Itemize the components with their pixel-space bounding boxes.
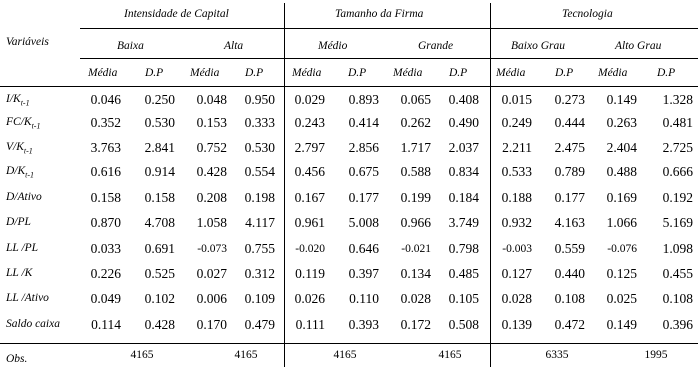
- table-cell: 0.533: [501, 164, 532, 179]
- row-label: [6, 268, 32, 280]
- table-cell: 0.588: [400, 164, 431, 179]
- table-cell: 0.184: [448, 190, 479, 205]
- row-label-subscript: t-1: [23, 146, 33, 156]
- row-label: [6, 243, 38, 255]
- subgroup-alto-grau: Alto Grau: [615, 40, 662, 52]
- table-cell: 0.554: [244, 164, 275, 179]
- row-label-text: D/Ativo: [6, 191, 42, 203]
- table-cell: 0.966: [400, 215, 431, 230]
- table-cell: 0.025: [606, 291, 637, 306]
- table-cell: 1.058: [196, 215, 227, 230]
- table-cell: 0.479: [244, 317, 275, 332]
- table-cell: 0.932: [501, 215, 532, 230]
- row-label: [6, 319, 60, 331]
- table-cell: 0.172: [400, 317, 431, 332]
- table-cell: 0.752: [196, 140, 227, 155]
- table-cell: -0.073: [197, 243, 227, 255]
- table-cell: 0.456: [294, 164, 325, 179]
- table-cell: 0.508: [448, 317, 479, 332]
- table-cell: 0.472: [554, 317, 585, 332]
- table-cell: 0.198: [244, 190, 275, 205]
- table-cell: 0.158: [90, 190, 121, 205]
- table-cell: 0.108: [662, 291, 693, 306]
- stat-label-sd: D.P: [555, 67, 574, 79]
- table-cell: 0.125: [606, 266, 637, 281]
- table-cell: 0.026: [294, 291, 325, 306]
- row-label: [6, 117, 40, 130]
- table-cell: 0.530: [244, 140, 275, 155]
- table-cell: 0.158: [144, 190, 175, 205]
- rule-under-stats: [0, 86, 698, 87]
- table-cell: 0.102: [144, 291, 175, 306]
- table-cell: 0.114: [91, 317, 121, 332]
- subgroup-medio: Médio: [318, 40, 348, 52]
- table-cell: 0.177: [348, 190, 379, 205]
- table-cell: 0.428: [144, 317, 175, 332]
- table-cell: 0.333: [244, 115, 275, 130]
- table-cell: 4.708: [144, 215, 175, 230]
- table-cell: 0.250: [144, 92, 175, 107]
- stat-label-mean: Média: [292, 67, 322, 79]
- table-cell: 4.163: [554, 215, 585, 230]
- row-label: [6, 142, 33, 155]
- group-header-technology: Tecnologia: [562, 8, 613, 20]
- table-cell: 0.109: [244, 291, 275, 306]
- obs-count: 4165: [333, 349, 357, 361]
- table-cell: 2.797: [294, 140, 325, 155]
- table-cell: 0.169: [606, 190, 637, 205]
- table-cell: 0.134: [400, 266, 431, 281]
- row-label-text: V/K: [6, 141, 24, 153]
- table-cell: 0.485: [448, 266, 479, 281]
- row-label-text: LL /Ativo: [6, 292, 49, 304]
- obs-count: 4165: [130, 349, 154, 361]
- table-cell: 0.559: [554, 241, 585, 256]
- table-cell: 5.169: [662, 215, 693, 230]
- table-cell: 0.396: [662, 317, 693, 332]
- table-cell: 0.691: [144, 241, 175, 256]
- table-cell: 2.404: [606, 140, 637, 155]
- table-cell: 0.177: [554, 190, 585, 205]
- table-cell: 0.414: [348, 115, 379, 130]
- table-cell: 0.170: [196, 317, 227, 332]
- table-cell: 0.961: [294, 215, 325, 230]
- table-cell: 2.856: [348, 140, 379, 155]
- group-header-firm-size: Tamanho da Firma: [335, 8, 424, 20]
- table-cell: -0.076: [607, 243, 637, 255]
- table-cell: 0.188: [501, 190, 532, 205]
- stat-label-mean: Média: [496, 67, 526, 79]
- subgroup-baixa: Baixa: [117, 40, 144, 52]
- table-cell: 2.841: [144, 140, 175, 155]
- table-cell: 0.208: [196, 190, 227, 205]
- table-cell: 0.049: [90, 291, 121, 306]
- table-cell: 4.117: [245, 215, 275, 230]
- stat-label-mean: Média: [88, 67, 118, 79]
- table-cell: 0.046: [90, 92, 121, 107]
- obs-count: 1995: [644, 349, 668, 361]
- table-cell: 1.717: [400, 140, 431, 155]
- table-cell: 0.108: [554, 291, 585, 306]
- row-label-text: Saldo caixa: [6, 318, 60, 330]
- variables-header: Variáveis: [6, 36, 49, 48]
- table-cell: 0.249: [501, 115, 532, 130]
- table-cell: 0.262: [400, 115, 431, 130]
- row-label-text: FC/K: [6, 116, 32, 128]
- table-cell: -0.020: [295, 243, 325, 255]
- table-cell: 0.243: [294, 115, 325, 130]
- row-label-subscript: t-1: [20, 98, 30, 108]
- table-cell: 0.352: [90, 115, 121, 130]
- table-cell: 0.226: [90, 266, 121, 281]
- table-cell: 3.749: [448, 215, 479, 230]
- table-cell: 0.312: [244, 266, 275, 281]
- table-cell: 0.105: [448, 291, 479, 306]
- stat-label-mean: Média: [598, 67, 628, 79]
- table-cell: 0.015: [501, 92, 532, 107]
- table-cell: 0.444: [554, 115, 585, 130]
- table-cell: 0.646: [348, 241, 379, 256]
- table-cell: 0.675: [348, 164, 379, 179]
- obs-label: Obs.: [6, 353, 28, 365]
- subgroup-alta: Alta: [224, 40, 244, 52]
- table-cell: 5.008: [348, 215, 379, 230]
- table-cell: 1.066: [606, 215, 637, 230]
- table-cell: 0.110: [349, 291, 379, 306]
- row-label-text: LL /K: [6, 267, 33, 279]
- table-cell: 0.006: [196, 291, 227, 306]
- table-cell: 0.048: [196, 92, 227, 107]
- row-label-text: D/PL: [6, 216, 31, 228]
- row-label-text: I/K: [6, 93, 21, 105]
- stat-label-mean: Média: [190, 67, 220, 79]
- table-cell: 0.192: [662, 190, 693, 205]
- table-cell: 0.525: [144, 266, 175, 281]
- table-cell: 0.149: [606, 92, 637, 107]
- table-cell: -0.003: [502, 243, 532, 255]
- table-cell: 0.153: [196, 115, 227, 130]
- stat-label-sd: D.P: [145, 67, 164, 79]
- table-cell: 0.481: [662, 115, 693, 130]
- obs-count: 6335: [545, 349, 569, 361]
- table-cell: 0.755: [244, 241, 275, 256]
- row-label: [6, 192, 42, 204]
- table-cell: 0.199: [400, 190, 431, 205]
- table-cell: 0.455: [662, 266, 693, 281]
- table-cell: 0.273: [554, 92, 585, 107]
- table-cell: 0.408: [448, 92, 479, 107]
- table-cell: 0.111: [295, 317, 325, 332]
- row-label: [6, 166, 34, 179]
- row-label-text: LL /PL: [6, 242, 39, 254]
- table-cell: 0.666: [662, 164, 693, 179]
- table-cell: 2.037: [448, 140, 479, 155]
- row-label: [6, 293, 49, 305]
- table-cell: 0.028: [400, 291, 431, 306]
- table-cell: 0.798: [448, 241, 479, 256]
- table-cell: 0.127: [501, 266, 532, 281]
- table-cell: 0.119: [295, 266, 325, 281]
- table-cell: 3.763: [90, 140, 121, 155]
- stat-label-sd: D.P: [348, 67, 367, 79]
- table-cell: 0.033: [90, 241, 121, 256]
- stat-label-sd: D.P: [449, 67, 468, 79]
- table-cell: 0.950: [244, 92, 275, 107]
- table-cell: 0.893: [348, 92, 379, 107]
- table-cell: 1.328: [662, 92, 693, 107]
- table-cell: 0.027: [196, 266, 227, 281]
- table-cell: 0.490: [448, 115, 479, 130]
- row-label: [6, 217, 31, 229]
- stat-label-sd: D.P: [657, 67, 676, 79]
- table-cell: 0.488: [606, 164, 637, 179]
- table-cell: 0.263: [606, 115, 637, 130]
- row-label-subscript: t-1: [25, 170, 35, 180]
- rule-under-groups: [80, 28, 698, 29]
- table-cell: -0.021: [401, 243, 431, 255]
- subgroup-baixo-grau: Baixo Grau: [511, 40, 565, 52]
- table-cell: 0.530: [144, 115, 175, 130]
- group-header-capital-intensity: Intensidade de Capital: [124, 8, 229, 20]
- table-cell: 2.725: [662, 140, 693, 155]
- table-cell: 0.914: [144, 164, 175, 179]
- obs-count: 4165: [234, 349, 258, 361]
- table-cell: 0.870: [90, 215, 121, 230]
- table-cell: 0.616: [90, 164, 121, 179]
- table-cell: 0.834: [448, 164, 479, 179]
- table-cell: 0.065: [400, 92, 431, 107]
- table-cell: 0.028: [501, 291, 532, 306]
- obs-count: 4165: [438, 349, 462, 361]
- table-cell: 2.211: [502, 140, 532, 155]
- stat-label-mean: Média: [393, 67, 423, 79]
- rule-above-obs: [0, 343, 698, 344]
- table-cell: 0.440: [554, 266, 585, 281]
- table-cell: 2.475: [554, 140, 585, 155]
- table-cell: 0.149: [606, 317, 637, 332]
- table-cell: 0.029: [294, 92, 325, 107]
- table-cell: 0.428: [196, 164, 227, 179]
- table-cell: 0.397: [348, 266, 379, 281]
- table-cell: 0.393: [348, 317, 379, 332]
- row-label-text: D/K: [6, 165, 26, 177]
- table-cell: 1.098: [662, 241, 693, 256]
- table-cell: 0.139: [501, 317, 532, 332]
- table-cell: 0.167: [294, 190, 325, 205]
- subgroup-grande: Grande: [418, 40, 454, 52]
- row-label-subscript: t-1: [31, 121, 41, 131]
- table-cell: 0.789: [554, 164, 585, 179]
- row-label: [6, 94, 30, 107]
- rule-under-subgroups: [80, 58, 698, 59]
- stat-label-sd: D.P: [245, 67, 264, 79]
